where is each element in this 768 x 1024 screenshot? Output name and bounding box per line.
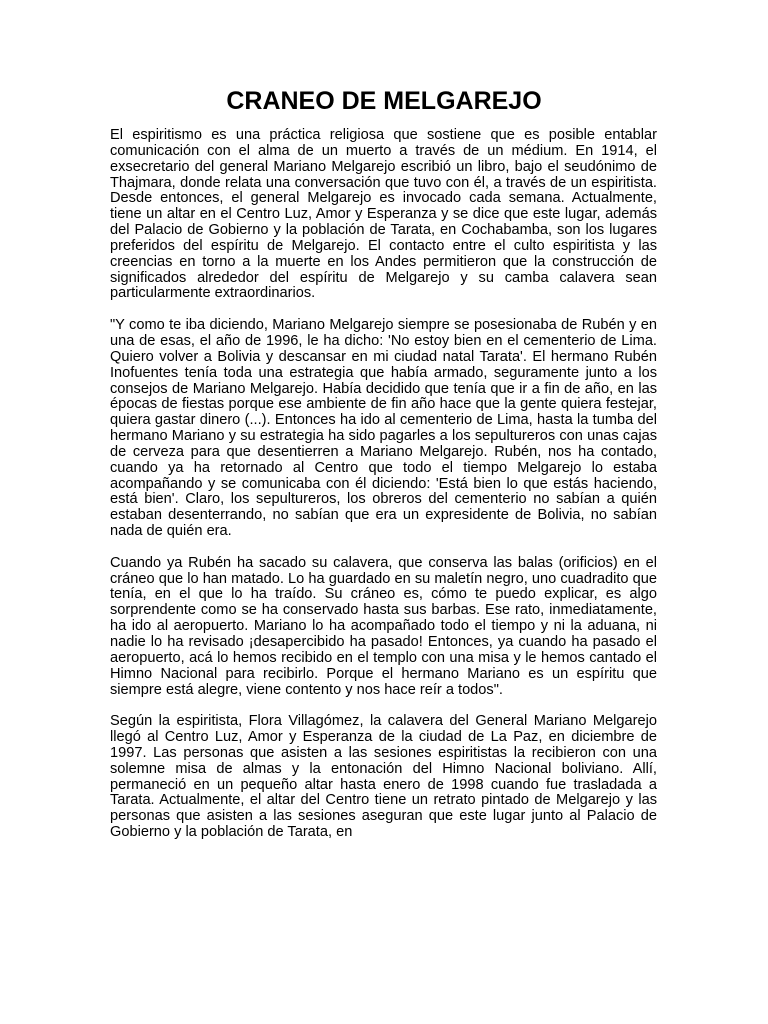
document-body (110, 128, 657, 841)
paragraph-intro: El espiritismo es una práctica religiosa que sostiene que es posible entablar comunicación con el alma de un muerto a través de un médium. En 1914, el exsecretario del general Mariano Melgarejo escribió un libro, bajo el seudónimo de Thajmara, donde relata una conversación que tuvo con él, a través de un espiritista. Desde entonces, el general Melgarejo es invocado cada semana. Actualmente, tiene un altar en el Centro Luz, Amor y Esperanza y se dice que este lugar, además del Palacio de Gobierno y la población de Tarata, en Cochabamba, son los lugares preferidos del espíritu de Melgarejo. El contacto entre el culto espiritista y las creencias en torno a la muerte en los Andes permitieron que la construcción de significados alrededor del espíritu de Melgarejo y su camba calavera sean particularmente extraordinarios. (110, 127, 657, 302)
paragraph-quote-part-1: "Y como te iba diciendo, Mariano Melgarejo siempre se posesionaba de Rubén y en una de esas, el año de 1996, le ha dicho: 'No estoy bien en el cementerio de Lima. Quiero volver a Bolivia y descansar en mi ciudad natal Tarata'. El hermano Rubén Inofuentes tenía toda una estrategia que había armado, seguramente junto a los consejos de Mariano Melgarejo. Había decidido que tenía que ir a fin de año, en las épocas de fiestas porque ese ambiente de fin año hace que la gente quiera festejar, quiera gastar dinero (...). Entonces ha ido al cementerio de Lima, hasta la tumba del hermano Mariano y su estrategia ha sido pagarles a los sepultureros con unas cajas de cerveza para que desentierren a Mariano Melgarejo. Rubén, nos ha contado, cuando ya ha retornado al Centro que todo el tiempo Melgarejo lo estaba acompañando y se comunicaba con él diciendo: 'Está bien lo que estás haciendo, está bien'. Claro, los sepultureros, los obreros del cementerio no sabían a quién estaban desenterrando, no sabían que era un expresidente de Bolivia, no sabían nada de quién era. (110, 317, 657, 540)
paragraph-flora-villagomez: Según la espiritista, Flora Villagómez, la calavera del General Mariano Melgarejo llegó al Centro Luz, Amor y Esperanza de la ciudad de La Paz, en diciembre de 1997. Las personas que asisten a las sesiones espiritistas la recibieron con una solemne misa de almas y la entonación del Himno Nacional boliviano. Allí, permaneció en un pequeño altar hasta enero de 1998 cuando fue trasladada a Tarata. Actualmente, el altar del Centro tiene un retrato pintado de Melgarejo y las personas que asisten a las sesiones aseguran que este lugar junto al Palacio de Gobierno y la población de Tarata, en (110, 713, 657, 841)
paragraph-quote-part-2: Cuando ya Rubén ha sacado su calavera, que conserva las balas (orificios) en el cráneo que lo han matado. Lo ha guardado en su maletín negro, uno cuadradito que tenía, en el que lo ha traído. Su cráneo es, cómo te puedo explicar, es algo sorprendente como se ha conservado hasta sus barbas. Ese rato, inmediatamente, ha ido al aeropuerto. Mariano lo ha acompañado todo el tiempo y ni la aduana, ni nadie lo ha revisado ¡desapercibido ha pasado! Entonces, ya cuando ha pasado el aeropuerto, acá lo hemos recibido en el templo con una misa y le hemos cantado el Himno Nacional para recibirlo. Porque el hermano Mariano es un espíritu que siempre está alegre, viene contento y nos hace reír a todos". (110, 554, 657, 698)
document-title: CRANEO DE MELGAREJO (226, 87, 542, 115)
